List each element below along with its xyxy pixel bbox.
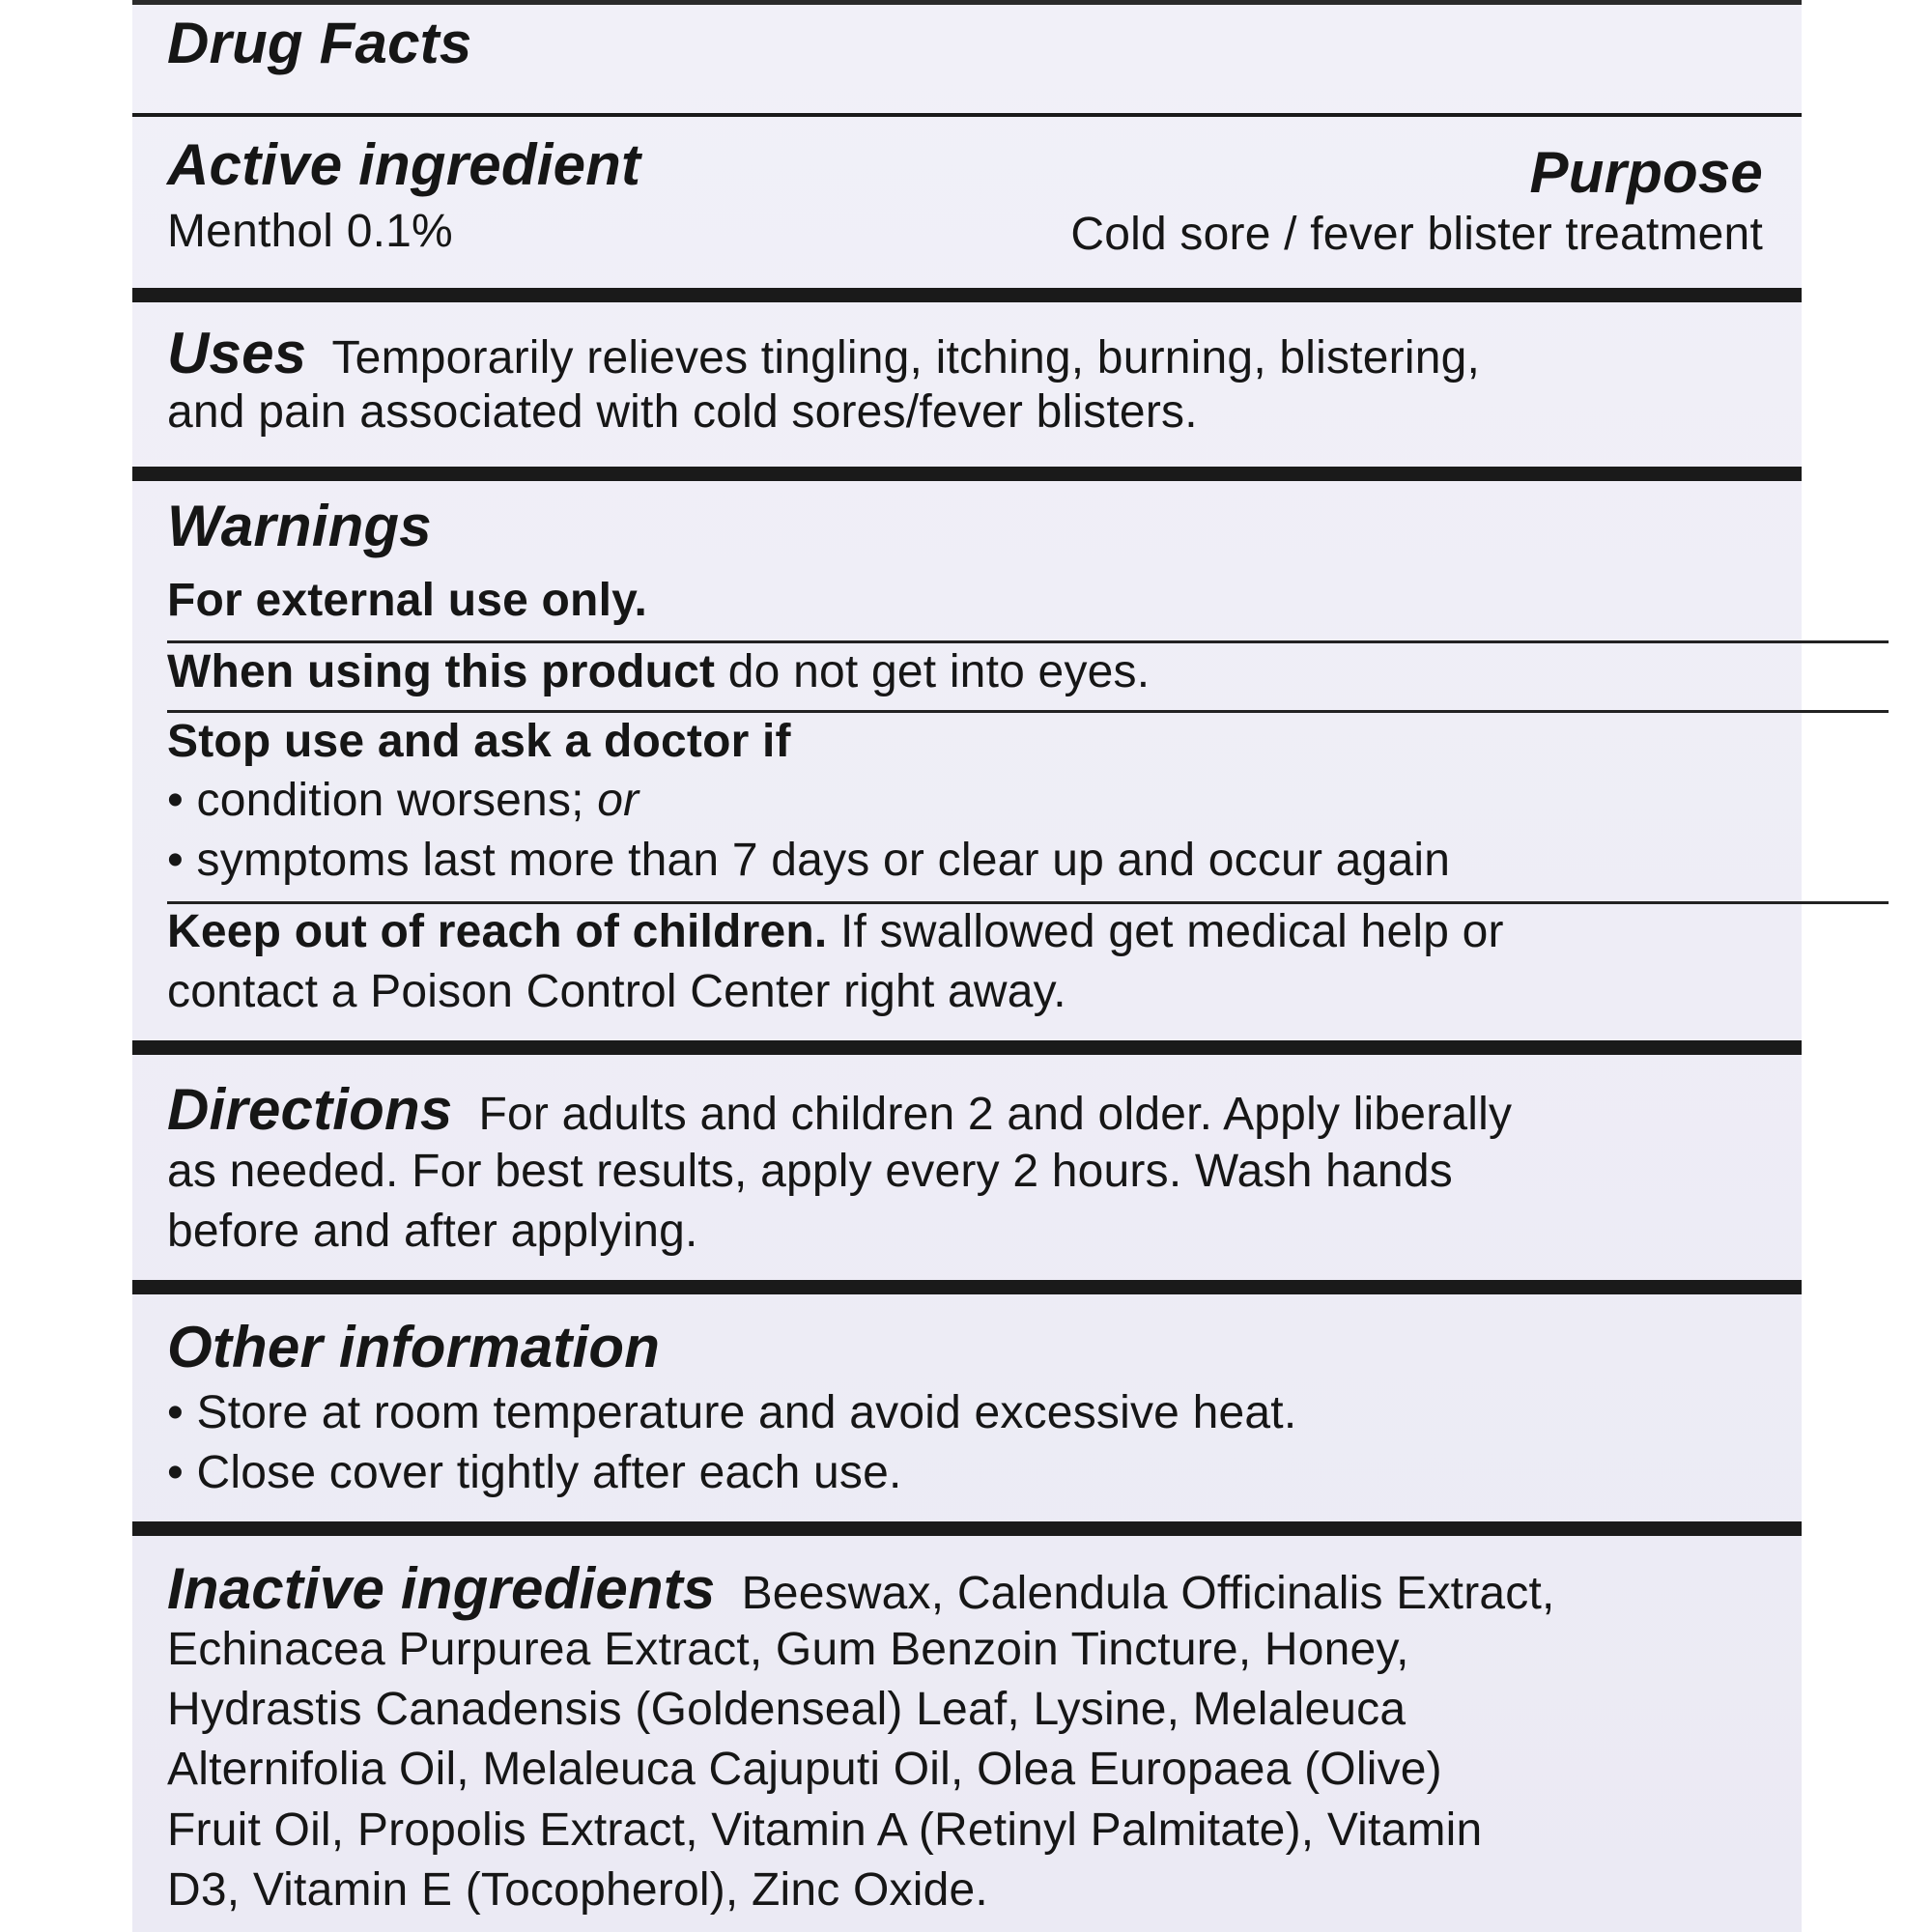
directions-text-1: For adults and children 2 and older. Apply liberally (478, 1089, 1513, 1140)
other-bullet-2: • Close cover tightly after each use. (167, 1447, 902, 1498)
inactive-line-5: Fruit Oil, Propolis Extract, Vitamin A (Retinyl Palmitate), Vitamin (167, 1804, 1483, 1856)
inactive-line-2: Echinacea Purpurea Extract, Gum Benzoin Tincture, Honey, (167, 1624, 1409, 1675)
stop-use-bullet-2: • symptoms last more than 7 days or clear up and occur again (167, 835, 1451, 886)
purpose-heading: Purpose (1529, 140, 1763, 205)
when-using-label: When using this product (167, 646, 716, 697)
purpose-value: Cold sore / fever blister treatment (1070, 209, 1763, 260)
keep-out-line-1 (167, 902, 1504, 962)
directions-line-3: before and after applying. (167, 1206, 698, 1257)
section-divider-uses (132, 467, 1802, 481)
inactive-ingredients-heading: Inactive ingredients (167, 1556, 716, 1621)
stop-use-bullet-1-or: or (597, 775, 639, 826)
section-divider-active (132, 288, 1802, 302)
drug-facts-panel (132, 0, 1802, 1932)
directions-heading: Directions (167, 1077, 453, 1142)
uses-line-2: and pain associated with cold sores/fever blisters. (167, 386, 1198, 438)
drug-facts-title: Drug Facts (167, 11, 472, 75)
keep-out-label: Keep out of reach of children. (167, 906, 828, 957)
inactive-line-1 (167, 1556, 1555, 1624)
warnings-heading: Warnings (167, 494, 432, 558)
section-divider-other (132, 1521, 1802, 1536)
when-using-line (167, 642, 1150, 702)
keep-out-text: If swallowed get medical help or (839, 906, 1504, 957)
section-divider-directions (132, 1280, 1802, 1294)
inactive-line-3: Hydrastis Canadensis (Goldenseal) Leaf, Lysine, Melaleuca (167, 1684, 1406, 1735)
other-bullet-1: • Store at room temperature and avoid excessive heat. (167, 1387, 1297, 1438)
uses-line-1 (167, 321, 1481, 388)
top-border (132, 0, 1802, 5)
when-using-text: do not get into eyes. (727, 646, 1151, 697)
external-use-text: For external use only. (167, 575, 647, 626)
title-divider (132, 113, 1802, 117)
active-ingredient-heading: Active ingredient (167, 132, 641, 197)
directions-line-2: as needed. For best results, apply every 2 hours. Wash hands (167, 1146, 1453, 1197)
inactive-line-6: D3, Vitamin E (Tocopherol), Zinc Oxide. (167, 1864, 988, 1916)
directions-line-1 (167, 1077, 1513, 1145)
stop-use-bullet-1-text: • condition worsens; (167, 775, 598, 826)
uses-heading: Uses (167, 321, 307, 385)
inactive-text-1: Beeswax, Calendula Officinalis Extract, (741, 1568, 1555, 1619)
active-ingredient-value: Menthol 0.1% (167, 206, 453, 257)
stop-use-heading: Stop use and ask a doctor if (167, 716, 791, 767)
keep-out-line-2: contact a Poison Control Center right away. (167, 966, 1066, 1017)
uses-text-1: Temporarily relieves tingling, itching, burning, blistering, (331, 332, 1481, 384)
inactive-line-4: Alternifolia Oil, Melaleuca Cajuputi Oil, Olea Europaea (Olive) (167, 1744, 1442, 1795)
stop-use-bullet-1 (167, 771, 639, 831)
section-divider-warnings (132, 1040, 1802, 1055)
other-information-heading: Other information (167, 1315, 661, 1379)
